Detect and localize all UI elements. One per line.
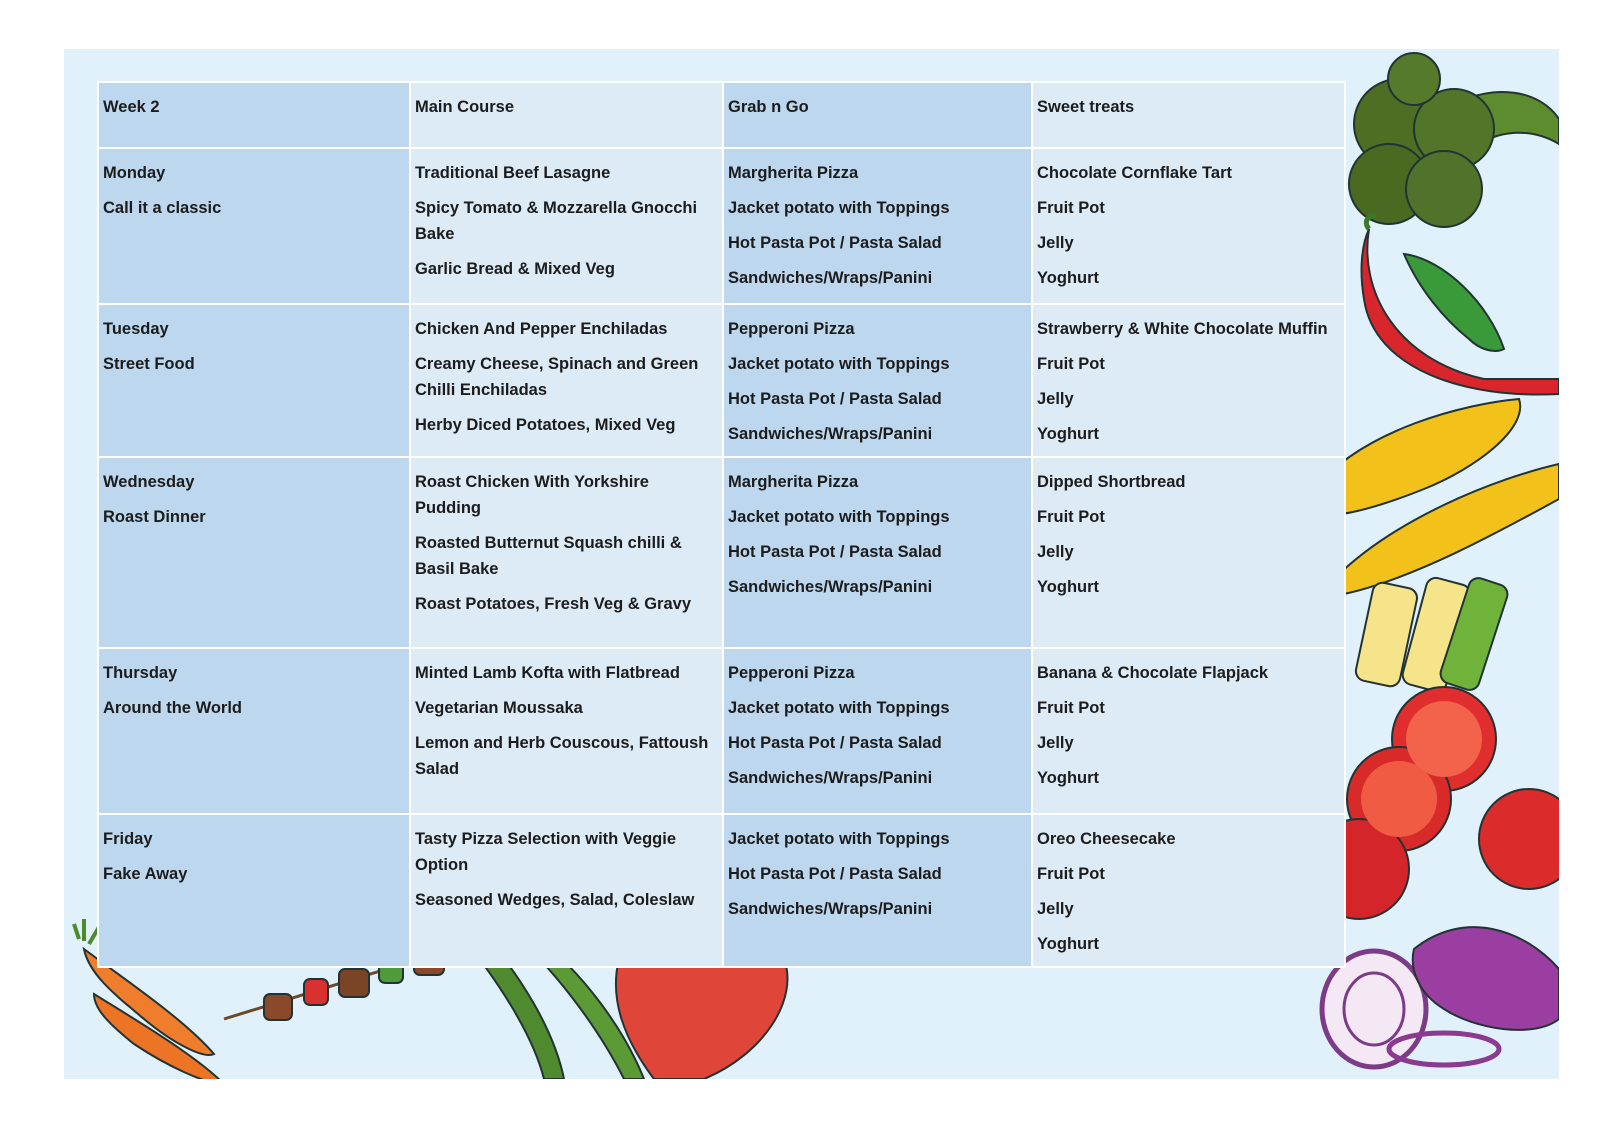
menu-item: Margherita Pizza <box>728 164 859 182</box>
corn-icon <box>1314 399 1559 594</box>
table-header-row <box>98 82 1345 148</box>
chilli-pepper-icon <box>1362 216 1559 394</box>
menu-item: Yoghurt <box>1037 425 1100 443</box>
day-cell <box>98 814 410 967</box>
table-row <box>98 814 1345 967</box>
day-name: Wednesday <box>103 473 195 491</box>
menu-item: Sandwiches/Wraps/Panini <box>728 269 933 287</box>
menu-item: Hot Pasta Pot / Pasta Salad <box>728 734 942 752</box>
menu-item: Garlic Bread & Mixed Veg <box>415 260 615 278</box>
sweet-treats-cell <box>1032 814 1345 967</box>
menu-item: Seasoned Wedges, Salad, Coleslaw <box>415 891 695 909</box>
menu-item: Margherita Pizza <box>728 473 859 491</box>
menu-item: Creamy Cheese, Spinach and Green Chilli Enchiladas <box>415 355 699 399</box>
main-course-cell <box>410 148 723 304</box>
grab-n-go-cell <box>723 148 1032 304</box>
menu-item: Yoghurt <box>1037 578 1100 596</box>
grilled-vegetable-icon <box>1354 576 1510 694</box>
menu-item: Strawberry & White Chocolate Muffin <box>1037 320 1328 338</box>
menu-item: Spicy Tomato & Mozzarella Gnocchi Bake <box>415 199 698 243</box>
onion-icon <box>1322 927 1559 1067</box>
menu-item: Chocolate Cornflake Tart <box>1037 164 1232 182</box>
menu-item: Jelly <box>1037 543 1074 561</box>
day-cell <box>98 148 410 304</box>
grab-n-go-cell <box>723 814 1032 967</box>
day-cell <box>98 457 410 648</box>
grab-n-go-label: Grab n Go <box>728 98 809 116</box>
menu-item: Pepperoni Pizza <box>728 664 855 682</box>
menu-item: Sandwiches/Wraps/Panini <box>728 425 933 443</box>
grab-n-go-cell <box>723 648 1032 814</box>
menu-item: Hot Pasta Pot / Pasta Salad <box>728 543 942 561</box>
menu-item: Yoghurt <box>1037 269 1100 287</box>
tomato-icon <box>1309 687 1559 919</box>
table-row <box>98 148 1345 304</box>
menu-item: Chicken And Pepper Enchiladas <box>415 320 668 338</box>
menu-item: Jacket potato with Toppings <box>728 699 950 717</box>
menu-item: Jacket potato with Toppings <box>728 508 950 526</box>
day-name: Monday <box>103 164 166 182</box>
sweet-treats-cell <box>1032 457 1345 648</box>
menu-sheet <box>64 49 1559 1079</box>
sweet-treats-header <box>1032 82 1345 148</box>
menu-item: Yoghurt <box>1037 935 1100 953</box>
table-row <box>98 304 1345 457</box>
table-row <box>98 648 1345 814</box>
broccoli-icon <box>1349 53 1559 227</box>
menu-item: Fruit Pot <box>1037 199 1105 217</box>
menu-item: Sandwiches/Wraps/Panini <box>728 900 933 918</box>
menu-item: Jacket potato with Toppings <box>728 355 950 373</box>
menu-item: Jelly <box>1037 734 1074 752</box>
main-course-header <box>410 82 723 148</box>
menu-item: Jelly <box>1037 234 1074 252</box>
main-course-cell <box>410 648 723 814</box>
menu-item: Minted Lamb Kofta with Flatbread <box>415 664 680 682</box>
menu-item: Yoghurt <box>1037 769 1100 787</box>
main-course-label: Main Course <box>415 98 515 116</box>
sweet-treats-label: Sweet treats <box>1037 98 1135 116</box>
menu-item: Roast Chicken With Yorkshire Pudding <box>415 473 649 517</box>
grab-n-go-cell <box>723 304 1032 457</box>
menu-item: Roasted Butternut Squash chilli & Basil Bake <box>415 534 682 578</box>
week-label-cell <box>98 82 410 148</box>
menu-item: Traditional Beef Lasagne <box>415 164 611 182</box>
day-cell <box>98 648 410 814</box>
day-theme: Fake Away <box>103 865 188 883</box>
main-course-cell <box>410 457 723 648</box>
day-theme: Call it a classic <box>103 199 222 217</box>
table-row <box>98 457 1345 648</box>
menu-item: Fruit Pot <box>1037 699 1105 717</box>
menu-item: Hot Pasta Pot / Pasta Salad <box>728 865 942 883</box>
menu-item: Oreo Cheesecake <box>1037 830 1176 848</box>
menu-item: Herby Diced Potatoes, Mixed Veg <box>415 416 676 434</box>
menu-item: Hot Pasta Pot / Pasta Salad <box>728 234 942 252</box>
menu-item: Sandwiches/Wraps/Panini <box>728 769 933 787</box>
grab-n-go-cell <box>723 457 1032 648</box>
main-course-cell <box>410 814 723 967</box>
day-name: Friday <box>103 830 153 848</box>
menu-item: Lemon and Herb Couscous, Fattoush Salad <box>415 734 709 778</box>
menu-item: Jacket potato with Toppings <box>728 830 950 848</box>
menu-item: Jelly <box>1037 900 1074 918</box>
grab-n-go-header <box>723 82 1032 148</box>
sweet-treats-cell <box>1032 148 1345 304</box>
menu-item: Fruit Pot <box>1037 355 1105 373</box>
sweet-treats-cell <box>1032 648 1345 814</box>
menu-item: Hot Pasta Pot / Pasta Salad <box>728 390 942 408</box>
sweet-treats-cell <box>1032 304 1345 457</box>
weekly-menu-table <box>97 81 1346 968</box>
main-course-cell <box>410 304 723 457</box>
menu-item: Sandwiches/Wraps/Panini <box>728 578 933 596</box>
menu-item: Vegetarian Moussaka <box>415 699 583 717</box>
day-theme: Around the World <box>103 699 243 717</box>
day-cell <box>98 304 410 457</box>
menu-item: Fruit Pot <box>1037 865 1105 883</box>
menu-item: Tasty Pizza Selection with Veggie Option <box>415 830 677 874</box>
day-name: Tuesday <box>103 320 169 338</box>
day-name: Thursday <box>103 664 178 682</box>
menu-item: Fruit Pot <box>1037 508 1105 526</box>
menu-item: Banana & Chocolate Flapjack <box>1037 664 1269 682</box>
menu-item: Pepperoni Pizza <box>728 320 855 338</box>
day-theme: Roast Dinner <box>103 508 206 526</box>
menu-item: Roast Potatoes, Fresh Veg & Gravy <box>415 595 692 613</box>
menu-item: Jelly <box>1037 390 1074 408</box>
menu-item: Dipped Shortbread <box>1037 473 1186 491</box>
day-theme: Street Food <box>103 355 195 373</box>
week-label: Week 2 <box>103 98 160 116</box>
menu-item: Jacket potato with Toppings <box>728 199 950 217</box>
